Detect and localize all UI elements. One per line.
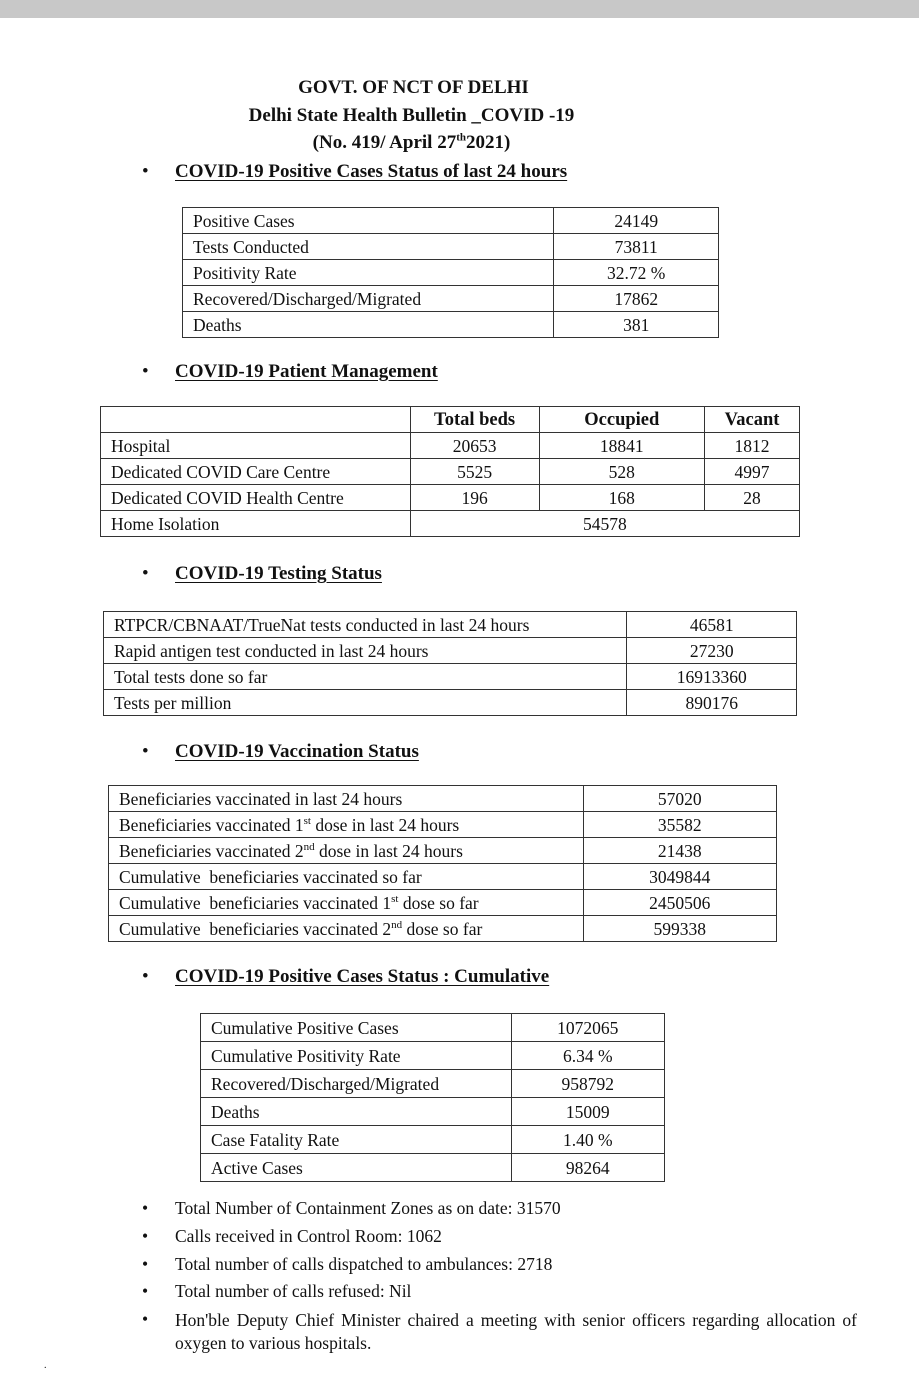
section-title: COVID-19 Vaccination Status [175,741,419,762]
table-row [104,690,797,716]
table-row [201,1070,665,1098]
row-label [109,864,584,890]
row-label: RTPCR/CBNAAT/TrueNat tests conducted in last 24 hours [104,612,627,638]
table-row [101,459,800,485]
row-value: 381 [554,312,719,338]
header-number-post: 2021) [466,132,511,153]
col-header-vacant: Vacant [705,407,800,433]
occupied-value: 168 [539,485,705,511]
row-value: 35582 [583,812,776,838]
table-row [109,864,777,890]
bullet-dot: • [142,741,149,762]
note-text: Calls received in Control Room: 1062 [175,1226,442,1246]
note-text: Total number of calls refused: Nil [175,1281,412,1301]
row-value: 16913360 [627,664,797,690]
table-row [201,1014,665,1042]
bullet-dot: • [142,1281,149,1301]
bullet-dot: • [142,361,149,382]
row-label: Cumulative Positivity Rate [201,1042,512,1070]
row-label [109,786,584,812]
table-row [201,1154,665,1182]
table-patient-management [100,406,800,537]
row-label: Hospital [101,433,411,459]
total-beds-value: 20653 [410,433,539,459]
row-value: 27230 [627,638,797,664]
row-value: 1.40 % [511,1126,664,1154]
ordinal-suffix: nd [391,918,403,931]
label-text-post: dose so far [398,892,479,913]
table-row [101,485,800,511]
row-label: Positive Cases [183,208,554,234]
row-label [109,916,584,942]
occupied-value: 528 [539,459,705,485]
bullet-dot: • [142,563,149,584]
row-label: Active Cases [201,1154,512,1182]
label-text: Cumulative beneficiaries vaccinated so far [119,866,422,887]
row-value: 32.72 % [554,260,719,286]
row-label: Positivity Rate [183,260,554,286]
total-beds-value: 196 [410,485,539,511]
row-label: Cumulative Positive Cases [201,1014,512,1042]
row-label: Tests per million [104,690,627,716]
row-label: Recovered/Discharged/Migrated [201,1070,512,1098]
vacant-value: 4997 [705,459,800,485]
table-row [104,612,797,638]
stray-mark: . [44,1360,47,1371]
table-row-home-isolation [101,511,800,537]
row-value: 21438 [583,838,776,864]
ordinal-suffix: st [303,814,311,827]
table-row [183,286,719,312]
label-text: Beneficiaries vaccinated in last 24 hours [119,788,403,809]
row-value: 46581 [627,612,797,638]
row-value: 2450506 [583,890,776,916]
section-title: COVID-19 Testing Status [175,563,382,584]
row-label: Dedicated COVID Health Centre [101,485,411,511]
row-value: 17862 [554,286,719,312]
row-value: 3049844 [583,864,776,890]
bullet-dot: • [142,1226,149,1246]
header-number-date [0,132,871,154]
vacant-value: 1812 [705,433,800,459]
col-header-total-beds: Total beds [410,407,539,433]
bullet-dot: • [142,966,149,987]
table-row [183,208,719,234]
section-title: COVID-19 Positive Cases Status of last 24 hours [175,161,568,182]
row-label: Recovered/Discharged/Migrated [183,286,554,312]
label-text: Beneficiaries vaccinated 2 [119,840,304,861]
row-value: 73811 [554,234,719,260]
header-number-pre: (No. 419/ April 27 [312,132,457,153]
table-positive-24h [182,207,719,338]
label-text-post: dose in last 24 hours [310,814,460,835]
label-text: Cumulative beneficiaries vaccinated 1 [119,892,392,913]
table-row [201,1042,665,1070]
table-row [101,433,800,459]
header-govt: GOVT. OF NCT OF DELHI [298,77,529,98]
table-row [109,786,777,812]
table-row [183,234,719,260]
note-text: Hon'ble Deputy Chief Minister chaired a meeting with senior officers regarding allocation of oxygen to various hospitals. [175,1310,857,1353]
bullet-dot: • [142,1198,149,1218]
table-cumulative [200,1013,665,1182]
row-label [109,838,584,864]
row-value: 890176 [627,690,797,716]
table-header-row [101,407,800,433]
label-text-post: dose in last 24 hours [314,840,463,861]
row-label: Total tests done so far [104,664,627,690]
vacant-value: 28 [705,485,800,511]
row-value: 1072065 [511,1014,664,1042]
top-gray-bar [0,0,919,18]
table-row [201,1098,665,1126]
ordinal-suffix: st [391,892,399,905]
ordinal-suffix: nd [303,840,315,853]
row-value: 98264 [511,1154,664,1182]
table-row [109,838,777,864]
row-label: Dedicated COVID Care Centre [101,459,411,485]
row-value: 958792 [511,1070,664,1098]
section-title: COVID-19 Positive Cases Status : Cumulative [175,966,550,987]
table-testing-status [103,611,797,716]
row-label: Deaths [201,1098,512,1126]
header-number-sup: th [456,131,466,144]
table-row [183,260,719,286]
row-value: 24149 [554,208,719,234]
blank-header-cell [101,407,411,433]
label-text: Cumulative beneficiaries vaccinated 2 [119,918,392,939]
note-text: Total number of calls dispatched to ambulances: 2718 [175,1254,553,1274]
row-value: 15009 [511,1098,664,1126]
bullet-dot: • [142,161,149,182]
label-text: Beneficiaries vaccinated 1 [119,814,304,835]
row-value: 6.34 % [511,1042,664,1070]
row-label: Rapid antigen test conducted in last 24 hours [104,638,627,664]
row-label: Deaths [183,312,554,338]
section-title: COVID-19 Patient Management [175,361,438,382]
occupied-value: 18841 [539,433,705,459]
table-row [104,664,797,690]
note-text: Total Number of Containment Zones as on date: 31570 [175,1198,561,1218]
col-header-occupied: Occupied [539,407,705,433]
row-label: Tests Conducted [183,234,554,260]
table-row [109,916,777,942]
table-row [183,312,719,338]
row-label [109,812,584,838]
row-value: 57020 [583,786,776,812]
bullet-dot: • [142,1254,149,1274]
label-text-post: dose so far [402,918,483,939]
home-isolation-value: 54578 [410,511,799,537]
bullet-dot: • [142,1309,149,1329]
row-label: Home Isolation [101,511,411,537]
table-row [201,1126,665,1154]
table-row [109,812,777,838]
table-row [104,638,797,664]
row-value: 599338 [583,916,776,942]
row-label [109,890,584,916]
table-row [109,890,777,916]
total-beds-value: 5525 [410,459,539,485]
row-label: Case Fatality Rate [201,1126,512,1154]
table-vaccination-status [108,785,777,942]
header-bulletin: Delhi State Health Bulletin _COVID -19 [248,105,575,126]
